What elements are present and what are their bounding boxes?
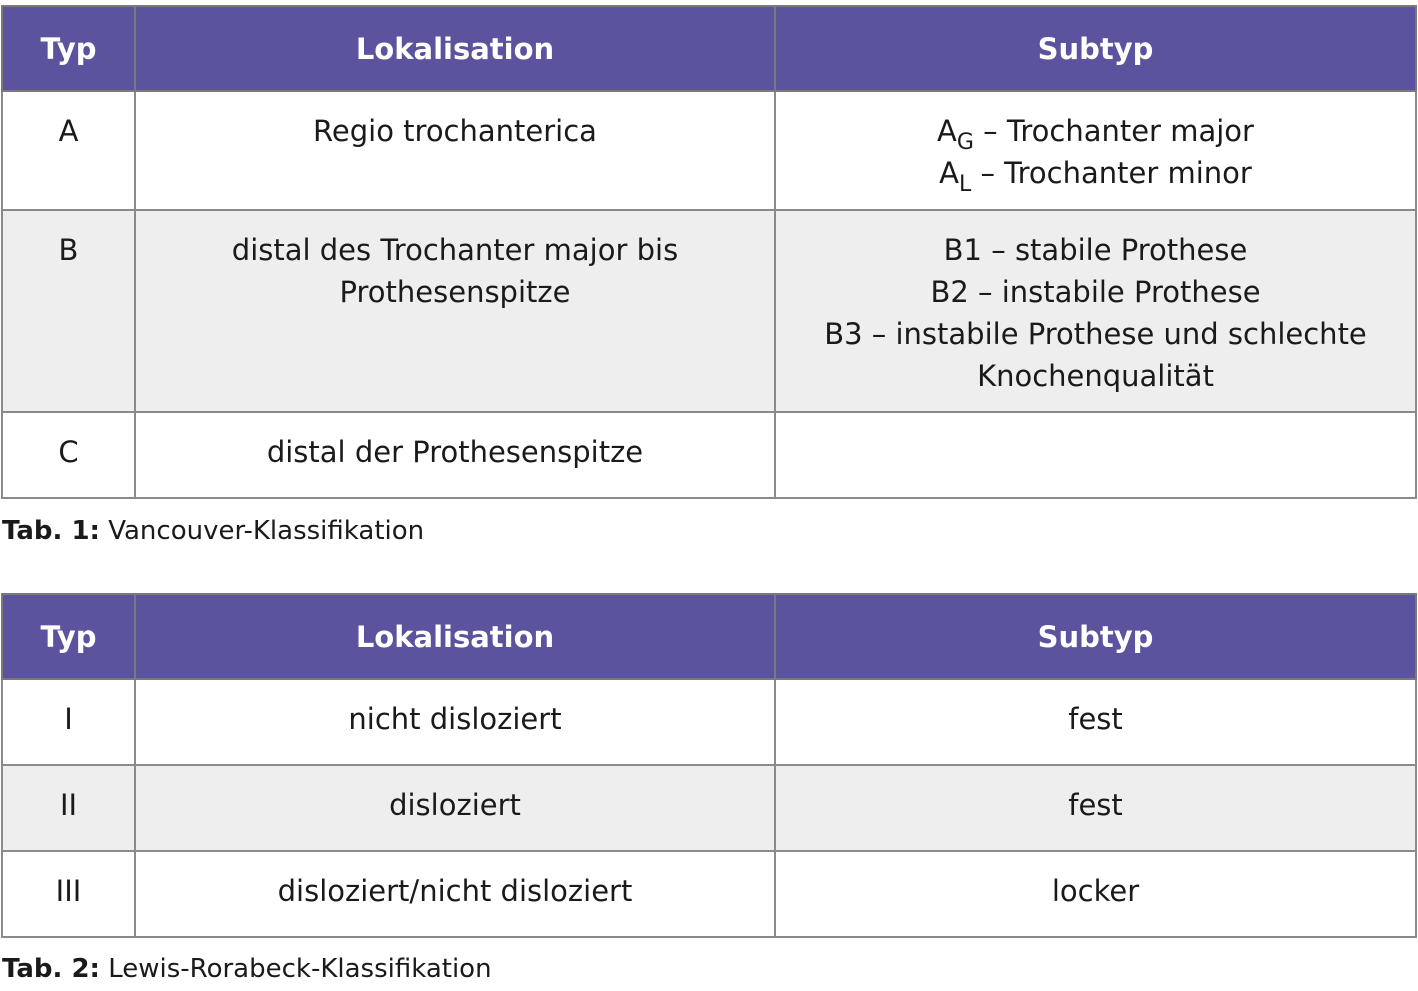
cell-subtyp: locker xyxy=(775,851,1416,937)
cell-typ: III xyxy=(2,851,135,937)
subtyp-line xyxy=(776,152,1415,197)
vancouver-table xyxy=(1,5,1417,499)
cell-lokalisation xyxy=(135,412,775,498)
cell-subtyp: fest xyxy=(775,679,1416,765)
header-subtyp: Subtyp xyxy=(775,594,1416,679)
cell-lokalisation xyxy=(135,91,775,210)
subtyp-line: B1 – stabile Prothese xyxy=(943,233,1248,267)
caption-text: Lewis-Rorabeck-Klassifikation xyxy=(99,954,492,984)
header-typ: Typ xyxy=(2,6,135,91)
subtyp-line xyxy=(776,110,1415,155)
subtyp-line: B3 – instabile Prothese und schlechte xyxy=(824,317,1367,351)
table-row xyxy=(2,91,1416,210)
cell-typ: B xyxy=(2,210,135,412)
cell-lokalisation xyxy=(135,210,775,412)
subtyp-line: B2 – instabile Prothese xyxy=(930,275,1261,309)
table-row xyxy=(2,679,1416,765)
table-row xyxy=(2,412,1416,498)
table-header-row xyxy=(2,6,1416,91)
table-header-row xyxy=(2,594,1416,679)
cell-subtyp xyxy=(775,91,1416,210)
table-caption xyxy=(2,515,424,547)
cell-subtyp xyxy=(775,210,1416,412)
table-row xyxy=(2,765,1416,851)
cell-lokalisation: nicht disloziert xyxy=(135,679,775,765)
subtyp-subscript: G xyxy=(956,130,974,155)
cell-text-line: distal des Trochanter major bis xyxy=(231,233,679,267)
caption-label: Tab. 1: xyxy=(2,516,100,546)
cell-typ: C xyxy=(2,412,135,498)
subtyp-rest: – Trochanter minor xyxy=(971,156,1252,190)
cell-typ: I xyxy=(2,679,135,765)
table-row xyxy=(2,851,1416,937)
cell-lokalisation: disloziert/nicht disloziert xyxy=(135,851,775,937)
cell-typ: II xyxy=(2,765,135,851)
cell-text-line: Regio trochanterica xyxy=(313,114,597,148)
subtyp-rest: – Trochanter major xyxy=(973,114,1254,148)
lewis-rorabeck-table xyxy=(1,593,1417,938)
header-lokalisation: Lokalisation xyxy=(135,594,775,679)
subtyp-base: A xyxy=(939,156,959,190)
table-row xyxy=(2,210,1416,412)
cell-subtyp xyxy=(775,412,1416,498)
header-typ: Typ xyxy=(2,594,135,679)
caption-label: Tab. 2: xyxy=(2,954,100,984)
subtyp-line: Knochenqualität xyxy=(977,359,1214,393)
cell-text-line: Prothesenspitze xyxy=(339,275,571,309)
cell-lokalisation: disloziert xyxy=(135,765,775,851)
table-caption xyxy=(2,953,492,985)
subtyp-base: A xyxy=(937,114,957,148)
header-subtyp: Subtyp xyxy=(775,6,1416,91)
header-lokalisation: Lokalisation xyxy=(135,6,775,91)
cell-typ: A xyxy=(2,91,135,210)
caption-text: Vancouver-Klassifikation xyxy=(99,516,425,546)
subtyp-subscript: L xyxy=(958,172,972,197)
cell-text-line: distal der Prothesenspitze xyxy=(266,435,644,469)
cell-subtyp: fest xyxy=(775,765,1416,851)
